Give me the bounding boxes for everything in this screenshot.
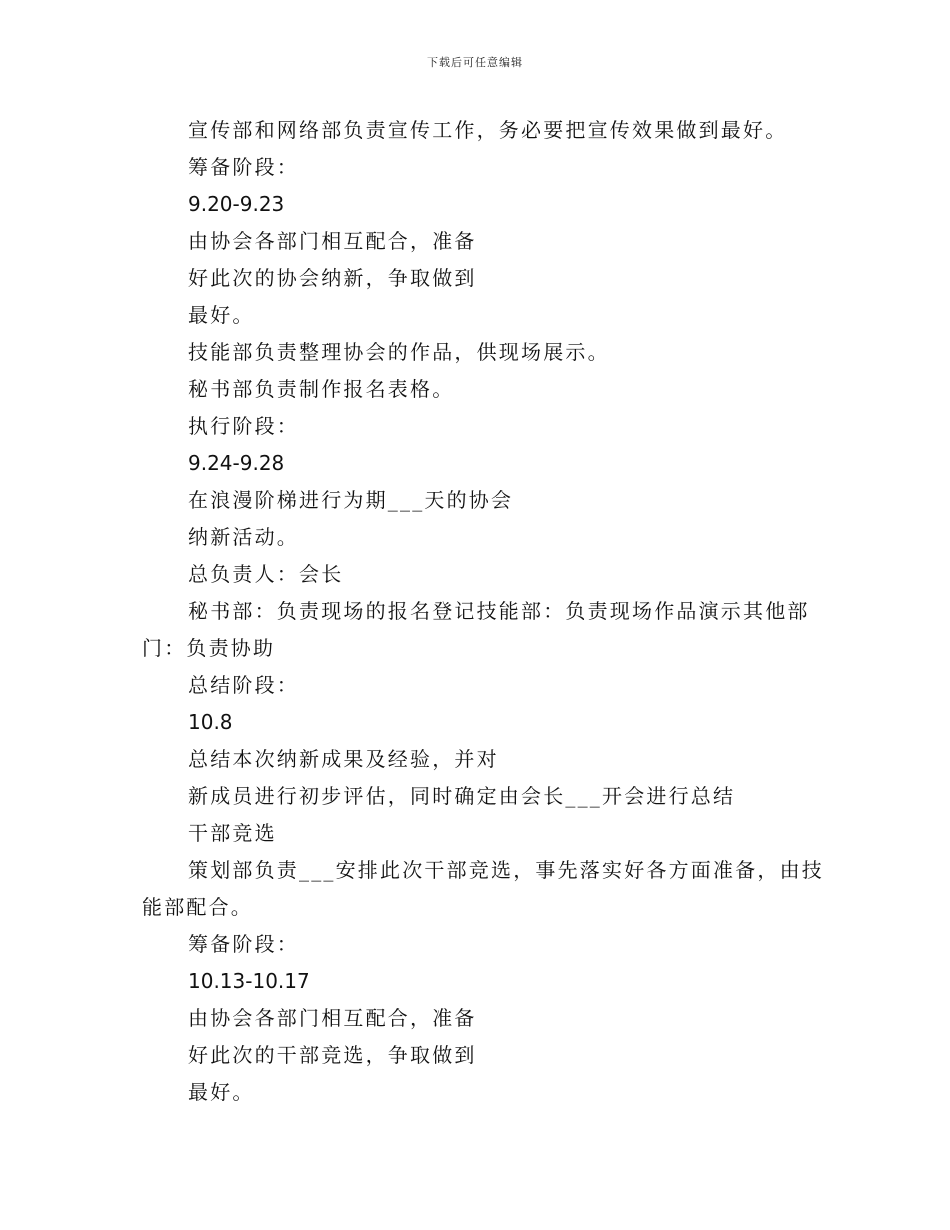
paragraph-line: 秘书部：负责现场的报名登记技能部：负责现场作品演示其他部 [188,599,810,623]
date-range: 9.24-9.28 [188,451,285,475]
paragraph-line: 新成员进行初步评估，同时确定由会长___开会进行总结 [188,784,736,808]
paragraph-line: 最好。 [188,1080,255,1104]
paragraph-line: 总结本次纳新成果及经验，并对 [188,747,499,771]
paragraph-line: 总负责人：会长 [188,562,344,586]
paragraph-line: 由协会各部门相互配合，准备 [188,1006,477,1030]
section-heading: 筹备阶段： [188,932,299,956]
paragraph-line: 策划部负责___安排此次干部竞选，事先落实好各方面准备，由技 [188,858,824,882]
date-range: 9.20-9.23 [188,192,285,216]
paragraph-line: 由协会各部门相互配合，准备 [188,229,477,253]
paragraph-line-continued: 能部配合。 [142,895,253,919]
paragraph-line: 在浪漫阶梯进行为期___天的协会 [188,488,514,512]
paragraph-line-continued: 门：负责协助 [142,636,276,660]
paragraph-line: 纳新活动。 [188,525,299,549]
paragraph-line: 最好。 [188,303,255,327]
paragraph-line: 好此次的协会纳新，争取做到 [188,266,477,290]
document-body [142,112,822,1111]
paragraph-line: 技能部负责整理协会的作品，供现场展示。 [188,340,610,364]
page-header: 下载后可任意编辑 [427,56,523,69]
date-range: 10.8 [188,710,233,734]
section-heading: 筹备阶段： [188,155,299,179]
section-heading: 总结阶段： [188,673,299,697]
date-range: 10.13-10.17 [188,969,310,993]
paragraph-line: 宣传部和网络部负责宣传工作，务必要把宣传效果做到最好。 [188,118,788,142]
paragraph-line: 好此次的干部竞选，争取做到 [188,1043,477,1067]
section-heading: 执行阶段： [188,414,299,438]
section-heading: 干部竞选 [188,821,277,845]
paragraph-line: 秘书部负责制作报名表格。 [188,377,455,401]
